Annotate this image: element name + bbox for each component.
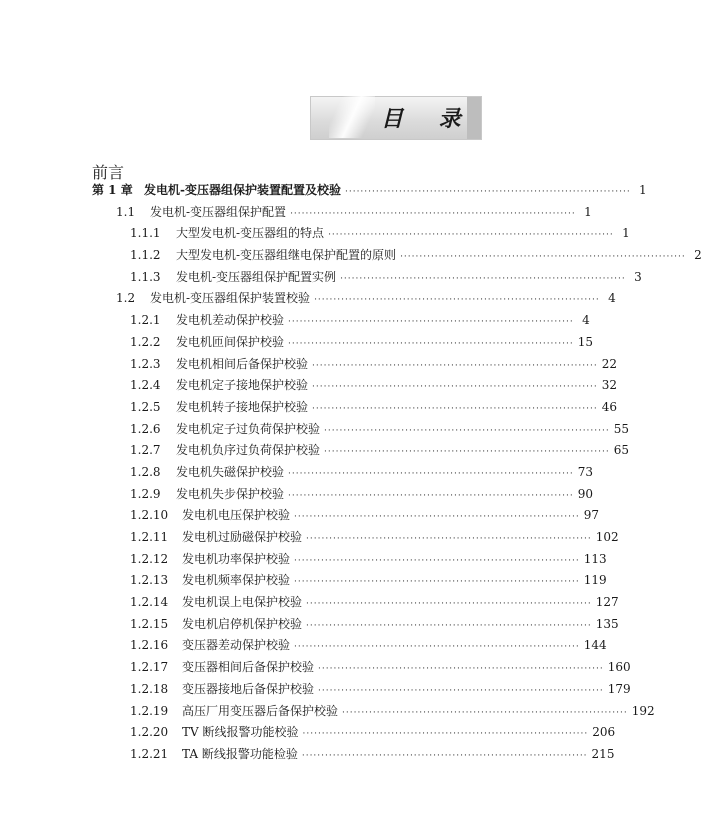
toc-title: 发电机负序过负荷保护校验 <box>176 443 321 458</box>
toc-page: 1 <box>622 226 630 241</box>
dot-leader: ·········································································· <box>301 750 588 761</box>
dot-leader: ·········································································· <box>294 512 580 523</box>
toc-page: 65 <box>613 443 629 458</box>
page-title: 目 录 <box>381 107 475 132</box>
toc-row <box>92 246 702 268</box>
dot-leader: ·········································································· <box>306 620 592 631</box>
toc-title: TV 断线报警功能校验 <box>182 725 299 740</box>
table-of-contents <box>92 181 702 767</box>
toc-title-banner <box>310 96 482 140</box>
toc-row <box>92 311 590 333</box>
toc-title: 发电机失磁保护校验 <box>176 464 285 479</box>
toc-row <box>92 398 617 420</box>
toc-row <box>92 528 619 550</box>
toc-row <box>92 333 593 355</box>
toc-page: 90 <box>577 486 593 501</box>
toc-number: 1.1 <box>116 204 136 219</box>
toc-title: 发电机-变压器组保护装置校验 <box>150 291 311 306</box>
toc-title: 发电机匝间保护校验 <box>176 334 285 349</box>
dot-leader: ·········································································· <box>312 360 598 371</box>
toc-page: 2 <box>694 248 702 263</box>
toc-title: 发电机电压保护校验 <box>182 508 291 523</box>
toc-page: 135 <box>595 616 619 631</box>
toc-row <box>92 441 629 463</box>
dot-leader: ·········································································· <box>344 187 631 197</box>
toc-number: 1.2.16 <box>130 638 169 653</box>
toc-page: 22 <box>601 356 617 371</box>
toc-number: 1.2.12 <box>130 551 169 566</box>
toc-title: 大型发电机-变压器组的特点 <box>176 226 325 241</box>
toc-title: 发电机-变压器组保护配置实例 <box>176 269 337 284</box>
toc-title: 发电机-变压器组保护装置配置及校验 <box>144 183 341 197</box>
toc-row <box>92 506 599 528</box>
dot-leader: ·········································································· <box>318 664 604 675</box>
toc-title: 发电机定子过负荷保护校验 <box>176 421 321 436</box>
dot-leader: ·········································································· <box>312 403 598 414</box>
toc-row <box>92 224 630 246</box>
dot-leader: ·········································································· <box>306 534 592 544</box>
banner-highlight <box>329 96 375 138</box>
toc-number: 1.2.21 <box>130 746 169 761</box>
toc-title: 发电机过励磁保护校验 <box>182 530 303 544</box>
toc-title: 发电机定子接地保护校验 <box>176 378 309 393</box>
toc-number: 1.2.11 <box>130 530 169 544</box>
toc-page: 46 <box>601 399 617 414</box>
dot-leader: ·········································································· <box>288 490 574 501</box>
dot-leader: ·········································································· <box>290 208 576 219</box>
toc-page: 1 <box>639 183 647 197</box>
toc-row <box>92 181 647 203</box>
toc-row <box>92 420 629 442</box>
toc-row <box>92 463 593 485</box>
toc-number: 1.1.2 <box>130 248 161 263</box>
toc-page: 97 <box>583 508 599 523</box>
toc-page: 4 <box>582 313 590 328</box>
toc-row <box>92 723 616 745</box>
toc-title: 发电机失步保护校验 <box>176 486 285 501</box>
toc-number: 1.2.3 <box>130 356 161 371</box>
dot-leader: ·········································································· <box>294 642 580 653</box>
dot-leader: ·········································································· <box>288 468 574 479</box>
toc-page: 3 <box>634 269 642 284</box>
toc-page: 179 <box>607 681 631 696</box>
toc-row <box>92 268 642 290</box>
toc-row <box>92 485 593 507</box>
toc-title: 变压器差动保护校验 <box>182 638 291 653</box>
toc-row <box>92 636 607 658</box>
toc-number: 1.2.10 <box>130 508 169 523</box>
toc-page: 144 <box>583 638 607 653</box>
toc-title: 发电机功率保护校验 <box>182 551 291 566</box>
toc-page: 113 <box>583 551 607 566</box>
toc-number: 1.2 <box>116 291 136 306</box>
toc-row <box>92 702 655 724</box>
toc-title: 变压器相间后备保护校验 <box>182 660 315 675</box>
dot-leader: ·········································································· <box>342 707 628 718</box>
dot-leader: ·········································································· <box>328 230 614 241</box>
dot-leader: ·········································································· <box>288 317 574 328</box>
toc-number: 1.2.5 <box>130 399 161 414</box>
dot-leader: ·········································································· <box>288 338 574 349</box>
toc-number: 1.2.19 <box>130 703 169 718</box>
toc-title: 发电机-变压器组保护配置 <box>150 204 287 219</box>
dot-leader: ·········································································· <box>324 425 610 436</box>
dot-leader: ·········································································· <box>306 599 592 610</box>
toc-number: 1.2.7 <box>130 443 161 458</box>
toc-number: 1.2.15 <box>130 616 169 631</box>
toc-number: 1.2.20 <box>130 725 169 740</box>
toc-number: 1.2.9 <box>130 486 161 501</box>
toc-number: 第 1 章 <box>92 183 133 197</box>
toc-row <box>92 658 631 680</box>
toc-row <box>92 550 607 572</box>
toc-number: 1.2.14 <box>130 595 169 610</box>
toc-row <box>92 203 592 225</box>
toc-page: 160 <box>607 660 631 675</box>
toc-title: TA 断线报警功能检验 <box>182 746 298 761</box>
dot-leader: ·········································································· <box>312 382 598 393</box>
toc-row <box>92 571 607 593</box>
toc-number: 1.1.1 <box>130 226 161 241</box>
toc-title: 高压厂用变压器后备保护校验 <box>182 703 339 718</box>
toc-number: 1.2.17 <box>130 660 169 675</box>
toc-row <box>92 376 617 398</box>
toc-row <box>92 289 616 311</box>
dot-leader: ·········································································· <box>314 295 600 306</box>
dot-leader: ·········································································· <box>294 577 580 588</box>
dot-leader: ·········································································· <box>318 685 604 696</box>
toc-row <box>92 615 619 637</box>
toc-row <box>92 745 615 767</box>
dot-leader: ·········································································· <box>302 729 589 740</box>
toc-title: 发电机频率保护校验 <box>182 573 291 588</box>
toc-page: 192 <box>631 703 655 718</box>
toc-page: 102 <box>595 530 619 544</box>
dot-leader: ·········································································· <box>294 555 580 566</box>
toc-page: 215 <box>591 746 615 761</box>
toc-row <box>92 355 617 377</box>
dot-leader: ·········································································· <box>324 447 610 458</box>
toc-title: 发电机转子接地保护校验 <box>176 399 309 414</box>
toc-title: 发电机误上电保护校验 <box>182 595 303 610</box>
toc-number: 1.2.18 <box>130 681 169 696</box>
toc-page: 127 <box>595 595 619 610</box>
toc-number: 1.1.3 <box>130 269 161 284</box>
toc-page: 55 <box>613 421 629 436</box>
toc-page: 4 <box>608 291 616 306</box>
toc-title: 发电机启停机保护校验 <box>182 616 303 631</box>
toc-title: 发电机相间后备保护校验 <box>176 356 309 371</box>
toc-number: 1.2.13 <box>130 573 169 588</box>
toc-row <box>92 593 619 615</box>
toc-number: 1.2.8 <box>130 464 161 479</box>
toc-number: 1.2.6 <box>130 421 161 436</box>
toc-number: 1.2.4 <box>130 378 161 393</box>
preface-entry: 前言 <box>92 163 125 182</box>
toc-title: 变压器接地后备保护校验 <box>182 681 315 696</box>
dot-leader: ·········································································· <box>400 252 686 263</box>
toc-title: 大型发电机-变压器组继电保护配置的原则 <box>176 248 397 263</box>
toc-title: 发电机差动保护校验 <box>176 313 285 328</box>
toc-number: 1.2.2 <box>130 334 161 349</box>
dot-leader: ·········································································· <box>340 273 626 284</box>
toc-page: 73 <box>577 464 593 479</box>
toc-page: 119 <box>583 573 607 588</box>
toc-page: 206 <box>592 725 616 740</box>
toc-page: 32 <box>601 378 617 393</box>
toc-row <box>92 680 631 702</box>
toc-number: 1.2.1 <box>130 313 161 328</box>
toc-page: 15 <box>577 334 593 349</box>
toc-page: 1 <box>584 204 592 219</box>
